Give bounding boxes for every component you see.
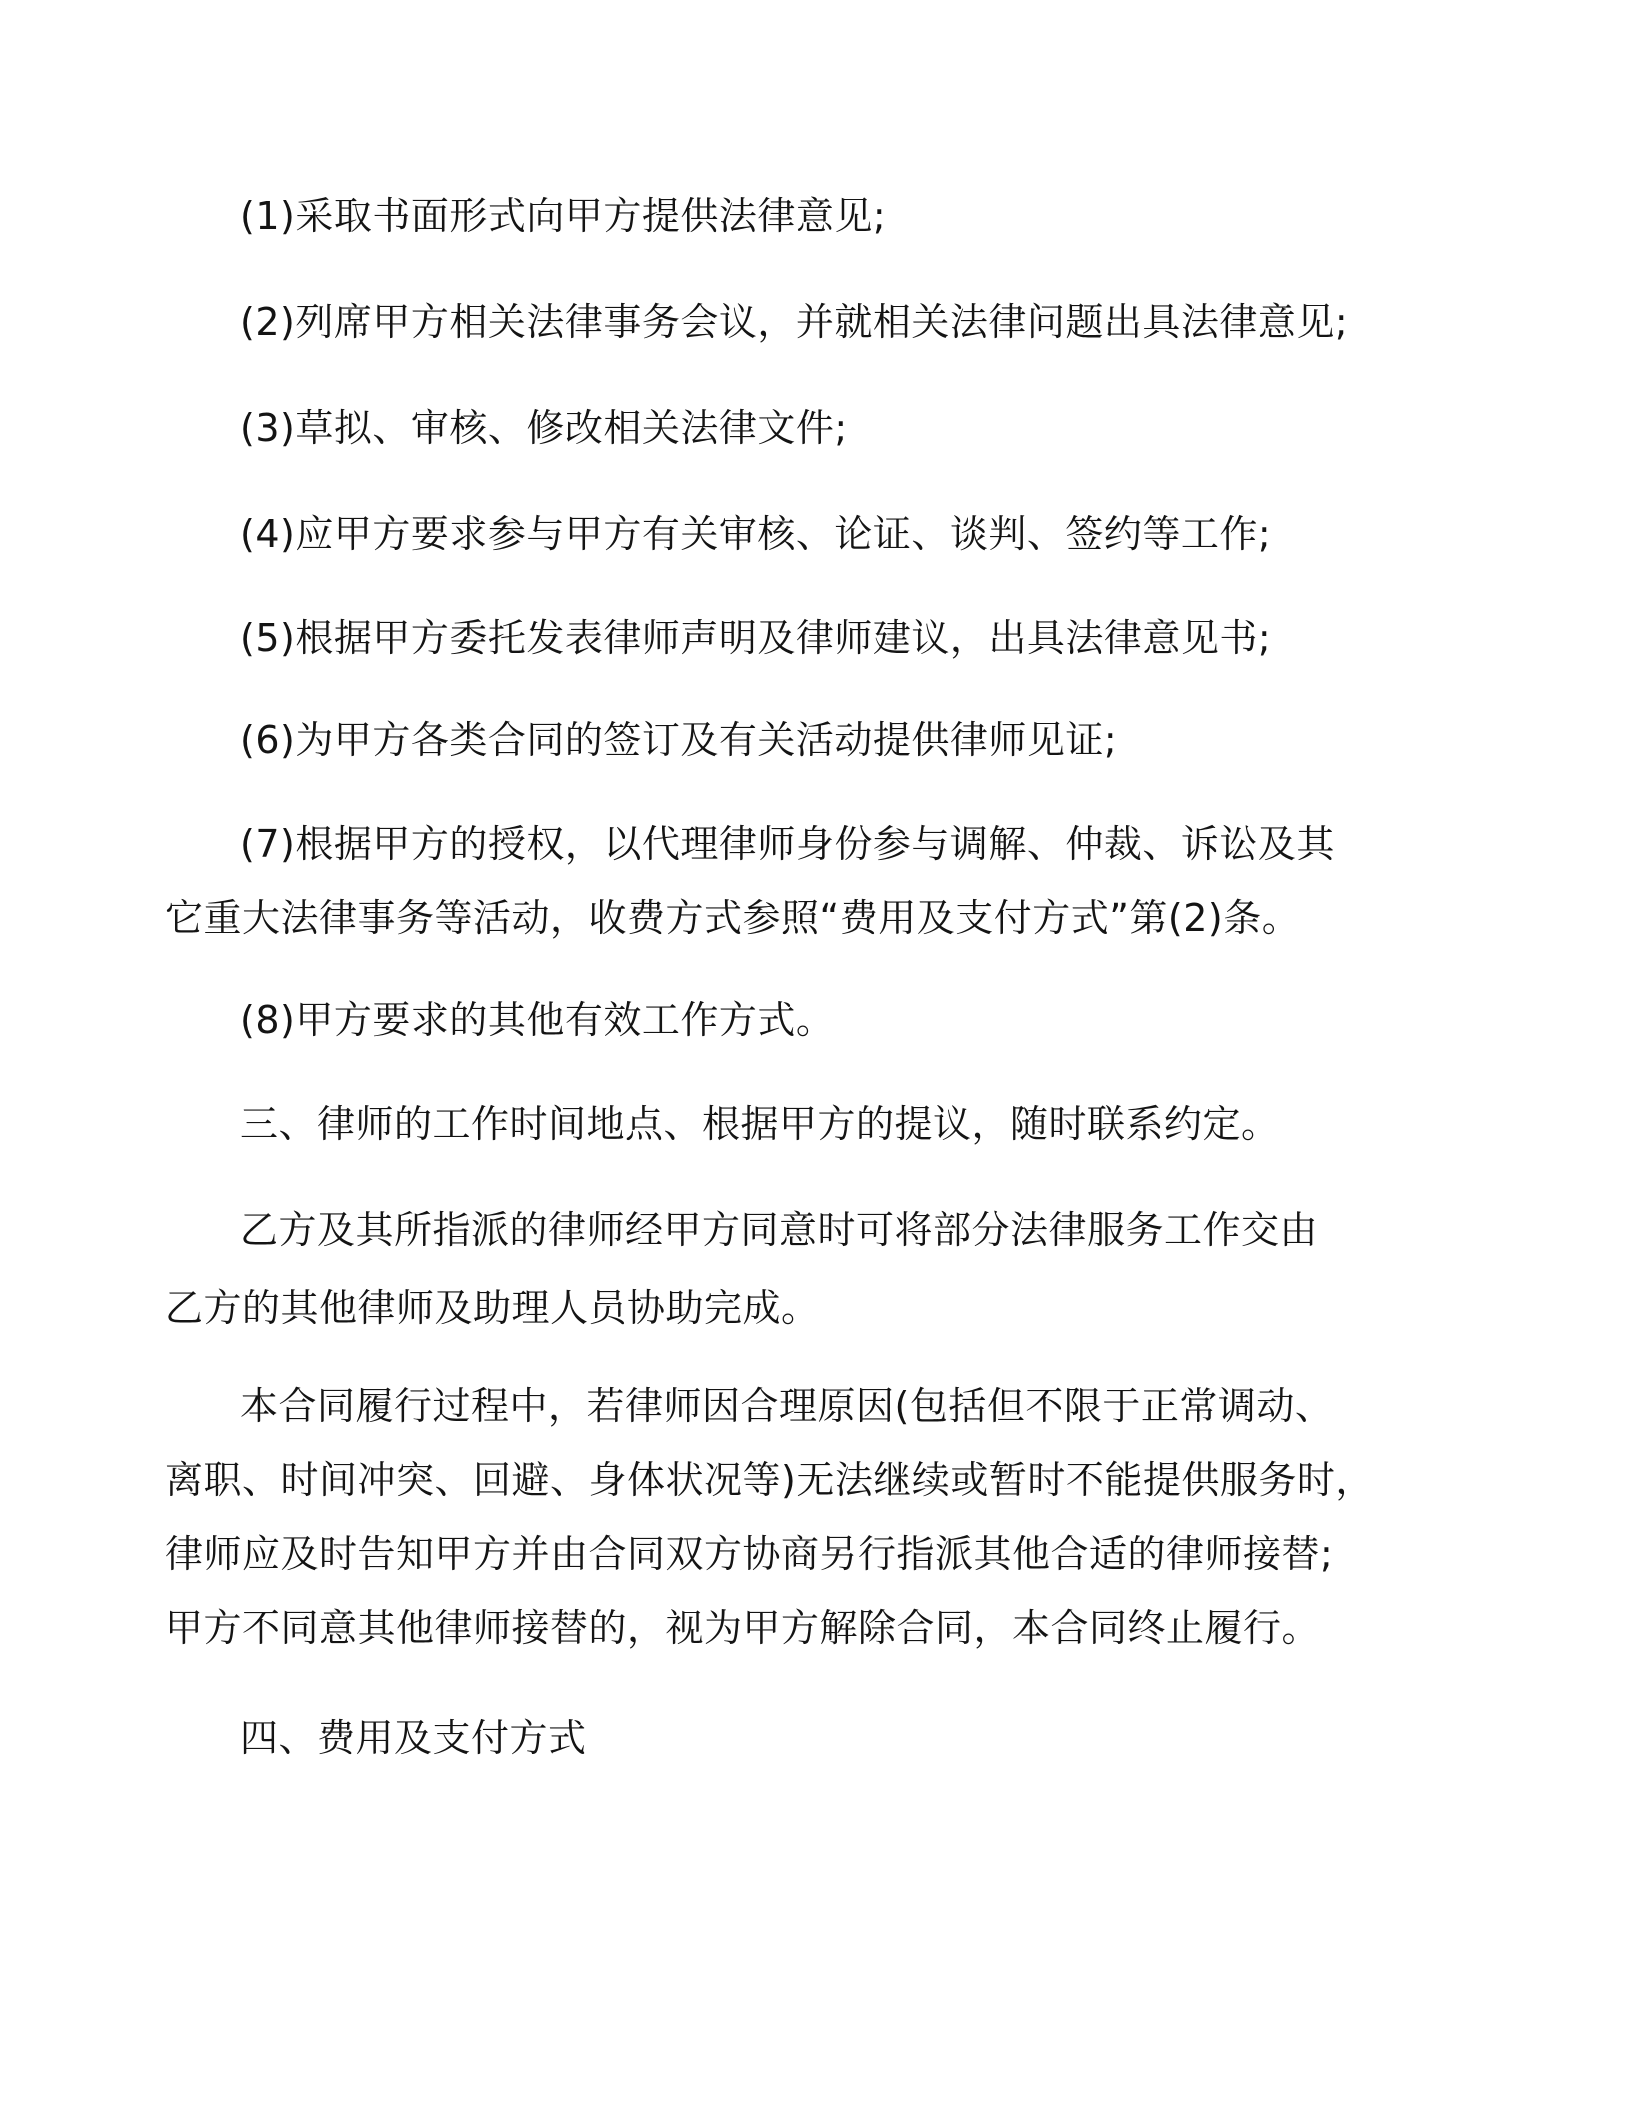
paragraph-line: (2)列席甲方相关法律事务会议，并就相关法律问题出具法律意见; bbox=[240, 300, 1349, 344]
paragraph-item-5 bbox=[240, 614, 1420, 662]
paragraph-line: (6)为甲方各类合同的签订及有关活动提供律师见证; bbox=[240, 718, 1118, 762]
paragraph-item-7 bbox=[165, 820, 1420, 942]
section-heading-3 bbox=[240, 1100, 1420, 1148]
paragraph-line: (1)采取书面形式向甲方提供法律意见; bbox=[240, 194, 887, 238]
paragraph-item-6 bbox=[240, 716, 1420, 764]
paragraph-line-continued: 乙方的其他律师及助理人员协助完成。 bbox=[165, 1286, 820, 1330]
paragraph-line: 四、费用及支付方式 bbox=[240, 1716, 587, 1760]
paragraph-item-3 bbox=[240, 404, 1420, 452]
paragraph-line-continued: 离职、时间冲突、回避、身体状况等)无法继续或暂时不能提供服务时， bbox=[165, 1458, 1374, 1502]
paragraph-delegation bbox=[165, 1206, 1420, 1332]
paragraph-substitution bbox=[165, 1382, 1420, 1652]
paragraph-line-continued: 律师应及时告知甲方并由合同双方协商另行指派其他合适的律师接替; bbox=[165, 1532, 1334, 1576]
paragraph-line: (5)根据甲方委托发表律师声明及律师建议，出具法律意见书; bbox=[240, 616, 1272, 660]
paragraph-line-continued: 甲方不同意其他律师接替的，视为甲方解除合同，本合同终止履行。 bbox=[165, 1606, 1321, 1650]
paragraph-line: (8)甲方要求的其他有效工作方式。 bbox=[240, 998, 835, 1042]
section-heading-4 bbox=[240, 1714, 1420, 1762]
paragraph-item-1 bbox=[240, 192, 1420, 240]
paragraph-line: (3)草拟、审核、修改相关法律文件; bbox=[240, 406, 848, 450]
paragraph-line: (4)应甲方要求参与甲方有关审核、论证、谈判、签约等工作; bbox=[240, 512, 1272, 556]
paragraph-item-2 bbox=[240, 298, 1420, 346]
paragraph-line-continued: 它重大法律事务等活动，收费方式参照“费用及支付方式”第(2)条。 bbox=[165, 896, 1301, 940]
paragraph-item-8 bbox=[240, 996, 1420, 1044]
paragraph-line: 本合同履行过程中，若律师因合理原因(包括但不限于正常调动、 bbox=[240, 1384, 1334, 1428]
paragraph-line: 乙方及其所指派的律师经甲方同意时可将部分法律服务工作交由 bbox=[240, 1208, 1319, 1252]
paragraph-item-4 bbox=[240, 510, 1420, 558]
paragraph-line: (7)根据甲方的授权，以代理律师身份参与调解、仲裁、诉讼及其 bbox=[240, 822, 1335, 866]
paragraph-line: 三、律师的工作时间地点、根据甲方的提议，随时联系约定。 bbox=[240, 1102, 1280, 1146]
